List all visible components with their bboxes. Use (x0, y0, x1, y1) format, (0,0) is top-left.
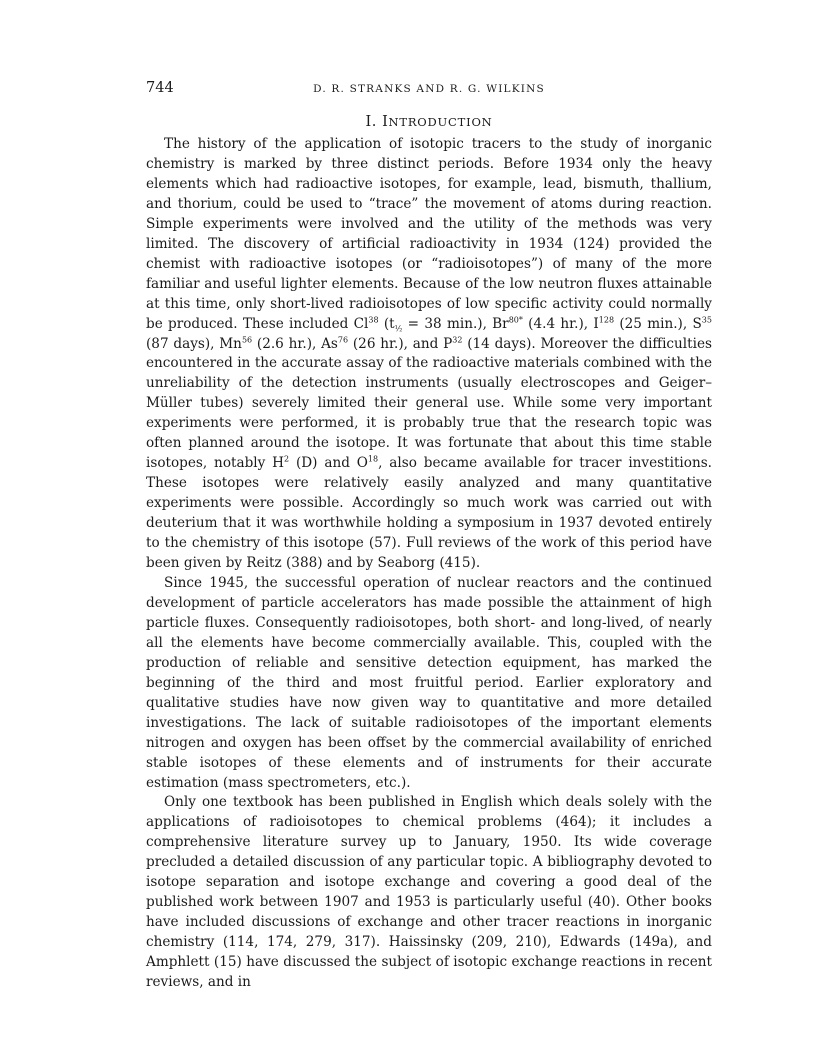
page-number: 744 (146, 80, 174, 96)
running-head-authors: D. R. STRANKS AND R. G. WILKINS (313, 83, 545, 95)
text-run: (87 days), Mn (146, 335, 242, 352)
page (146, 80, 712, 993)
running-head (146, 80, 712, 100)
isotope-mass-superscript: 35 (701, 315, 712, 325)
section-numeral: I. I (365, 114, 389, 130)
isotope-mass-superscript: 76 (337, 335, 349, 344)
isotope-mass-superscript: 32 (452, 335, 463, 344)
paragraph-textbooks: Only one textbook has been published in English which deals solely with the applications of radioisotopes to chemical problems (464); it includes a comprehensive literature survey up to January, 1950. Its wide coverage precluded a detailed discussion of any particular topic. A bibliography devoted to isotope separation and isotope exchange and covering a good deal of the published work between 1907 and 1953 is particularly useful (40). Other books have included discussions of exchange and other tracer reactions in inorganic chemistry (114, 174, 279, 317). Haissinsky (209, 210), Edwards (149a), and Amphlett (15) have discussed the subject of isotopic exchange reactions in recent reviews, and in (146, 794, 712, 991)
section-title (146, 114, 712, 130)
isotope-mass-superscript: 2 (284, 454, 290, 464)
text-run: (4.4 hr.), I (522, 315, 599, 332)
text-run: = 38 min.), Br (402, 315, 509, 332)
isotope-mass-superscript: 18 (367, 454, 379, 464)
isotope-mass-superscript: 56 (241, 335, 253, 344)
section-title-rest: NTRODUCTION (388, 115, 493, 129)
text-run: (D) and O (289, 455, 368, 472)
text-run: (t (378, 315, 395, 332)
text-run: (25 min.), S (614, 315, 702, 332)
isotope-mass-superscript: 80* (508, 315, 523, 325)
isotope-mass-superscript: 128 (598, 315, 615, 325)
text-run: (26 hr.), and P (348, 335, 453, 352)
text-run: The history of the application of isotopic tracers to the study of inorganic chemistry is marked by three distinct periods. Before 1934 only the heavy elements which had radioactive isotopes, for example, lead, bismuth, thallium, and thorium, could be used to “trace” the movement of atoms during reaction. Simple experiments were involved and the utility of the methods was very limited. The discovery of artificial radioactivity in 1934 (124) provided the chemist with radioactive isotopes (or “radioisotopes”) of many of the more familiar and useful lighter elements. Because of the low neutron fluxes attainable at this time, only short-lived radioisotopes of low specific activity could normally be produced. These included Cl (146, 136, 712, 332)
half-life-subscript: ½ (394, 324, 403, 334)
text-run: , also became available for tracer investitions. These isotopes were relatively easily analyzed and many quantitative experiments were possible. Accordingly so much work was carried out with deuterium that it was worthwhile holding a symposium in 1937 devoted entirely to the chemistry of this isotope (57). Full reviews of the work of this period have been given by Reitz (388) and by Seaborg (415). (146, 455, 712, 572)
text-run: (14 days). Moreover the difficulties encountered in the accurate assay of the radioactive materials combined with the unreliability of the detection instruments (usually electroscopes and Geiger–Müller tubes) severely limited their general use. While some very important experiments were performed, it is probably true that the research topic was often planned around the isotope. It was fortunate that about this time stable isotopes, notably H (146, 335, 712, 472)
paragraph-history (146, 135, 712, 574)
text-run: (2.6 hr.), As (252, 335, 338, 352)
paragraph-since-1945: Since 1945, the successful operation of nuclear reactors and the continued development of particle accelerators has made possible the attainment of high particle fluxes. Consequently radioisotopes, both short- and long-lived, of nearly all the elements have become commercially available. This, coupled with the production of reliable and sensitive detection equipment, has marked the beginning of the third and most fruitful period. Earlier exploratory and qualitative studies have now given way to quantitative and more detailed investigations. The lack of suitable radioisotopes of the important elements nitrogen and oxygen has been offset by the commercial availability of enriched stable isotopes of these elements and of instruments for their accurate estimation (mass spectrometers, etc.). (146, 574, 712, 791)
isotope-mass-superscript: 38 (368, 315, 379, 325)
